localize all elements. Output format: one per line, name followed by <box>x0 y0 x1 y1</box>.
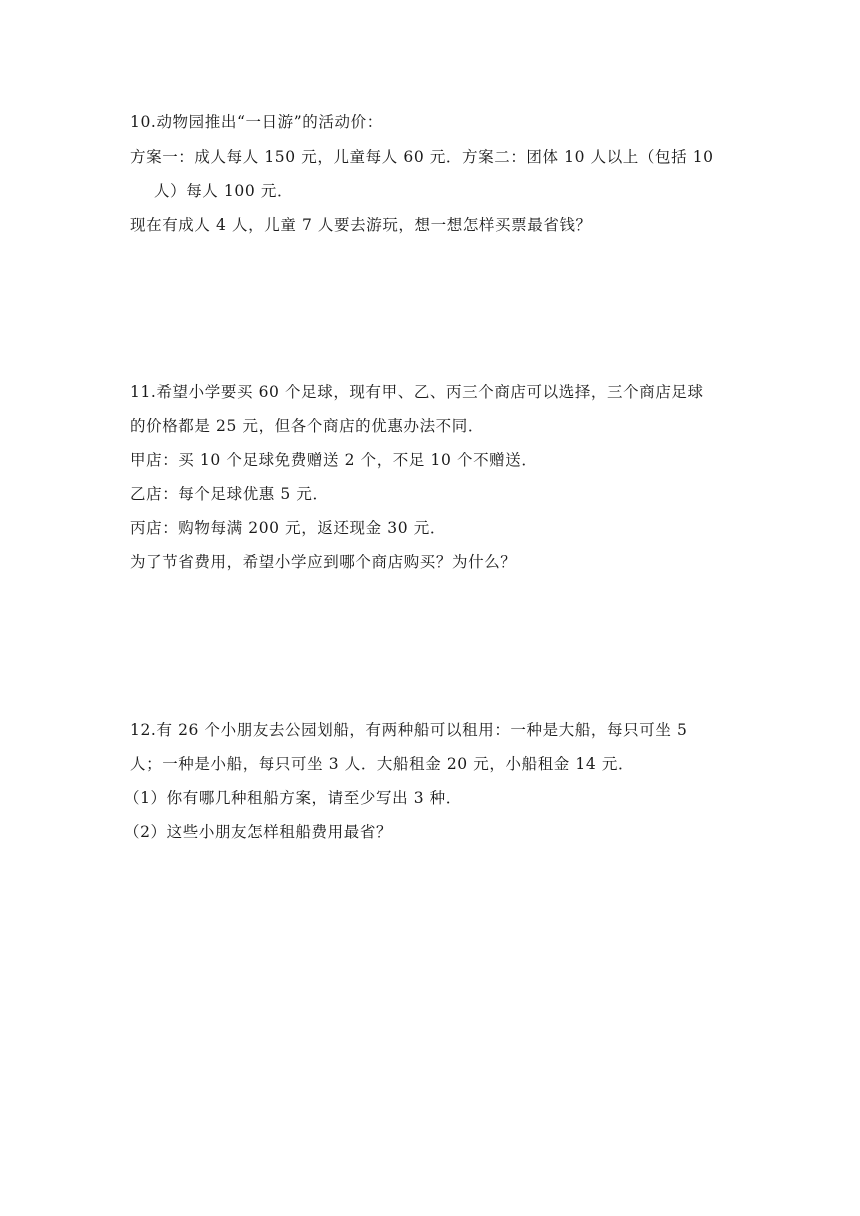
problem-10-question: 现在有成人 4 人，儿童 7 人要去游玩，想一想怎样买票最省钱？ <box>130 216 592 234</box>
problem-11-shop-a: 甲店：买 10 个足球免费赠送 2 个，不足 10 个不赠送． <box>130 451 538 469</box>
problem-12-part-1: （1）你有哪几种租船方案，请至少写出 3 种． <box>124 789 462 807</box>
problem-12-title: 12.有 26 个小朋友去公园划船，有两种船可以租用：一种是大船，每只可坐 5 <box>130 721 688 739</box>
problem-11-question: 为了节省费用，希望小学应到哪个商店购买？为什么？ <box>130 553 517 571</box>
problem-10-title: 10.动物园推出“一日游”的活动价： <box>130 113 383 131</box>
problem-12-part-2: （2）这些小朋友怎样租船费用最省？ <box>124 823 393 841</box>
problem-10-line-2: 人）每人 100 元． <box>154 182 294 200</box>
problem-11-title: 11.希望小学要买 60 个足球，现有甲、乙、丙三个商店可以选择，三个商店足球 <box>130 383 704 401</box>
problem-12-line-1: 人；一种是小船，每只可坐 3 人．大船租金 20 元，小船租金 14 元． <box>130 755 635 773</box>
problem-11-line-1: 的价格都是 25 元，但各个商店的优惠办法不同． <box>130 417 484 435</box>
problem-11-shop-c: 丙店：购物每满 200 元，返还现金 30 元． <box>130 519 446 537</box>
problem-11-shop-b: 乙店：每个足球优惠 5 元． <box>130 485 329 503</box>
problem-10-line-1: 方案一：成人每人 150 元，儿童每人 60 元．方案二：团体 10 人以上（包括 10 <box>130 148 714 166</box>
